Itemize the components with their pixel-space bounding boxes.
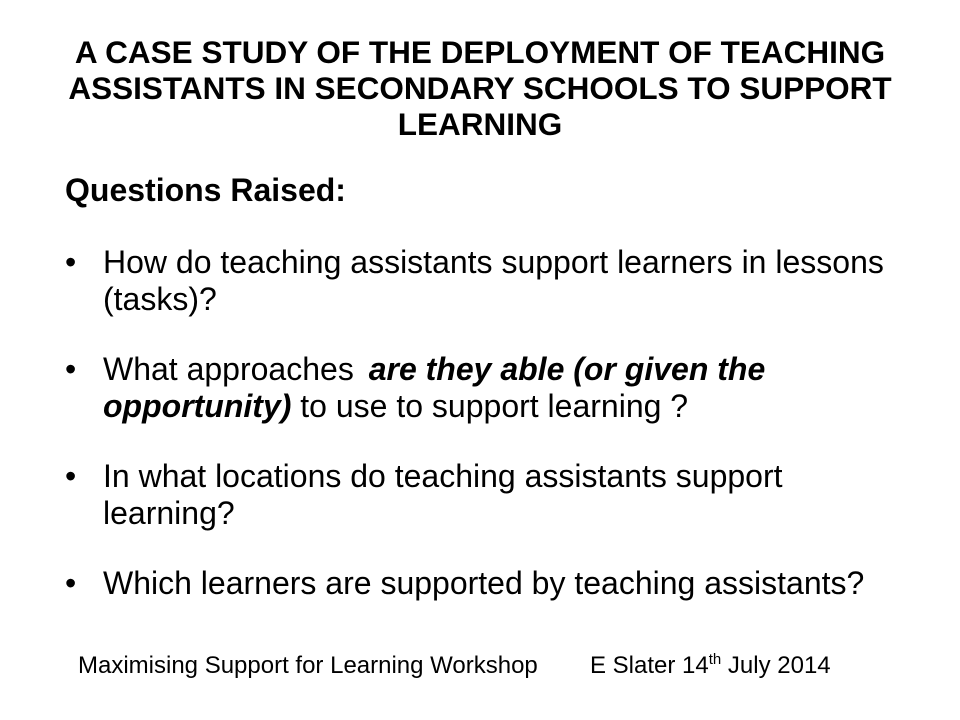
slide-footer: [0, 652, 960, 680]
question-item: [65, 565, 913, 602]
question-text-segment: to use to support learning ?: [291, 388, 689, 424]
footer-credit-text: E Slater 14: [590, 652, 709, 679]
question-text-segment: How do teaching assistants support learners in lessons (tasks)?: [103, 244, 884, 317]
bullet-marker: •: [65, 244, 77, 280]
question-item: [65, 351, 913, 425]
question-text-segment: In what locations do teaching assistants support learning?: [103, 458, 783, 531]
slide-title-line: LEARNING: [397, 106, 563, 142]
footer-workshop: Maximising Support for Learning Workshop: [78, 652, 538, 679]
slide-title-line: ASSISTANTS IN SECONDARY SCHOOLS TO SUPPORT: [68, 70, 892, 106]
question-emphasis: are they able (or given the opportunity): [103, 351, 766, 424]
question-text: [103, 565, 864, 601]
question-text-segment: Which learners are supported by teaching assistants?: [103, 565, 865, 601]
bullet-marker: •: [65, 458, 77, 494]
bullet-marker: •: [65, 351, 77, 387]
question-item: [65, 458, 913, 532]
slide-title-line: A CASE STUDY OF THE DEPLOYMENT OF TEACHING: [74, 34, 886, 70]
slide-title: [40, 34, 920, 142]
question-text: [103, 244, 884, 317]
footer-credit: [590, 652, 831, 680]
questions-heading: Questions Raised:: [65, 172, 346, 208]
bullet-marker: •: [65, 565, 77, 601]
question-text-segment: What approaches: [103, 351, 363, 387]
questions-list: [65, 244, 913, 635]
question-item: [65, 244, 913, 318]
footer-credit-superscript: th: [708, 651, 722, 668]
question-text: [103, 458, 783, 531]
footer-credit-date: July 2014: [721, 652, 831, 679]
question-text: [103, 351, 765, 424]
